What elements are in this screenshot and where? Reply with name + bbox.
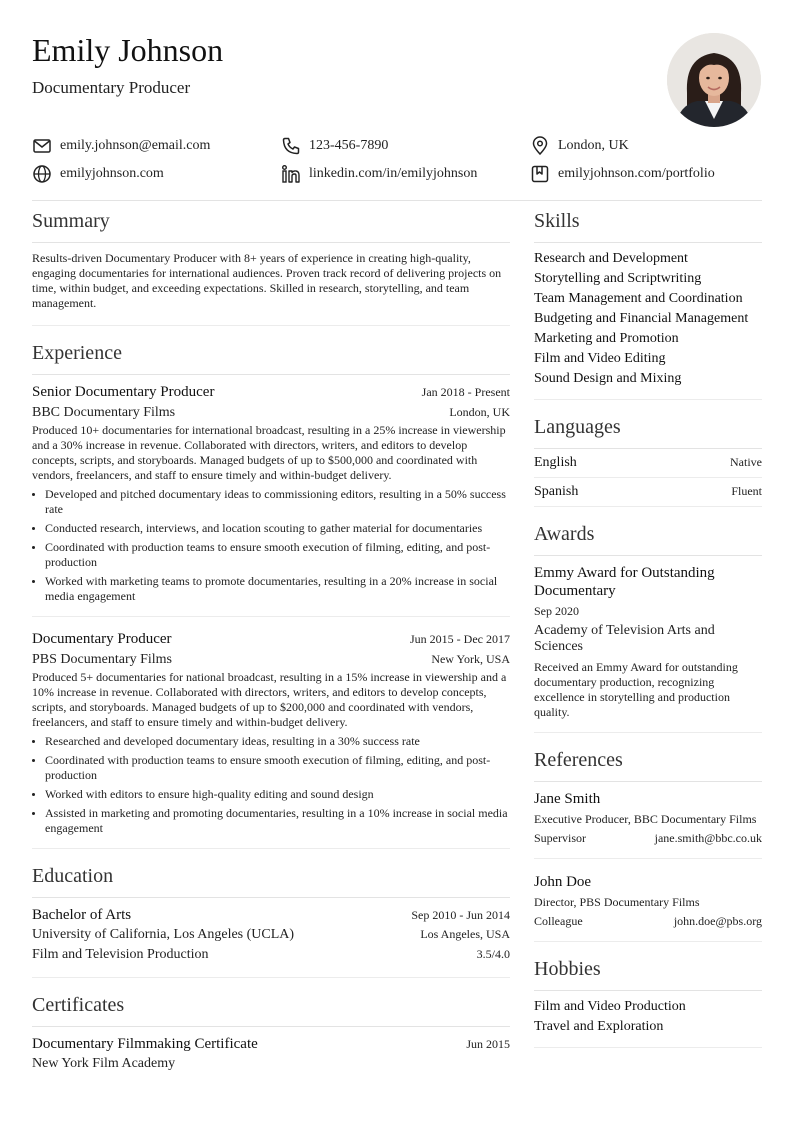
reference-position: Director, PBS Documentary Films — [534, 895, 700, 909]
contact-portfolio[interactable] — [530, 163, 715, 185]
language-item — [534, 478, 762, 507]
summary-heading: Summary — [32, 208, 510, 243]
portfolio-text: emilyjohnson.com/portfolio — [558, 166, 715, 181]
experience-section — [32, 340, 510, 849]
reference-relation: Supervisor — [534, 831, 586, 845]
job-dates: Jan 2018 - Present — [421, 385, 510, 399]
map-pin-icon — [530, 136, 550, 156]
job-bullets — [32, 734, 510, 836]
skill-item: Budgeting and Financial Management — [534, 311, 749, 326]
education-heading: Education — [32, 863, 510, 898]
job-bullet: • Conducted research, interviews, and location scouting to gather material for documentaries — [45, 521, 510, 536]
language-level: Fluent — [731, 484, 762, 498]
location-text: London, UK — [558, 138, 629, 153]
certificate-name: Documentary Filmmaking Certificate — [32, 1036, 258, 1052]
reference-item — [534, 859, 762, 942]
header-divider — [32, 200, 762, 201]
contact-linkedin[interactable] — [281, 163, 477, 185]
email-text: emily.johnson@email.com — [60, 138, 211, 153]
job-role: Senior Documentary Producer — [32, 384, 215, 400]
portfolio-icon — [530, 164, 550, 184]
job-bullet: • Worked with editors to ensure high-quality editing and sound design — [45, 787, 510, 802]
job-company: BBC Documentary Films — [32, 405, 176, 420]
languages-heading: Languages — [534, 414, 762, 449]
skills-heading: Skills — [534, 208, 762, 243]
contact-website[interactable] — [32, 163, 164, 185]
website-text: emilyjohnson.com — [60, 166, 164, 181]
certificate-date: Jun 2015 — [466, 1037, 510, 1051]
globe-icon — [32, 164, 52, 184]
reference-name: John Doe — [534, 874, 592, 890]
contact-phone[interactable] — [281, 135, 388, 157]
job-description: Produced 10+ documentaries for international broadcast, resulting in a 25% increase in viewership and a 30% increase in revenue. Collaborated with directors, writers, and editors to develop concepts, scripts, and storyboards. Managed budgets of up to $500,000 and coordinated with vendors, freelancers, and staff to ensure timely and within-budget delivery. — [32, 423, 506, 482]
skills-list — [534, 249, 762, 389]
job-bullet: • Coordinated with production teams to ensure smooth execution of filming, editing, and post-production — [45, 540, 510, 570]
job-location: New York, USA — [431, 652, 510, 666]
awards-section — [534, 521, 762, 733]
job-location: London, UK — [449, 405, 510, 419]
profile-photo — [667, 33, 761, 127]
degree: Bachelor of Arts — [32, 907, 132, 923]
languages-section — [534, 414, 762, 507]
language-name: English — [534, 455, 577, 470]
award-description: Received an Emmy Award for outstanding documentary production, recognizing excellence in storytelling and production quality. — [534, 660, 738, 719]
job-bullet: • Coordinated with production teams to ensure smooth execution of filming, editing, and post-production — [45, 753, 510, 783]
job-description: Produced 5+ documentaries for national broadcast, resulting in a 15% increase in viewership and a 10% increase in revenue. Collaborated with directors, writers, and editors to develop concepts, scripts, and storyboards. Managed budgets of up to $200,000 and coordinated with vendors, freelancers, and staff to ensure timely and within-budget delivery. — [32, 670, 507, 729]
award-date: Sep 2020 — [534, 604, 579, 618]
linkedin-icon — [281, 164, 301, 184]
linkedin-text: linkedin.com/in/emilyjohnson — [309, 166, 478, 181]
contact-email[interactable] — [32, 135, 210, 157]
skill-item: Research and Development — [534, 251, 688, 266]
summary-text: Results-driven Documentary Producer with 8+ years of experience in creating high-quality, engaging documentaries for international audiences. Proven track record of delivering projects on time, within budget, and exceeding expectations. Skilled in research, storytelling, and team management. — [32, 251, 502, 310]
job-bullet: • Worked with marketing teams to promote documentaries, resulting in a 20% increase in social media engagement — [45, 574, 510, 604]
education-section — [32, 863, 510, 978]
candidate-title: Documentary Producer — [32, 78, 191, 97]
award-issuer: Academy of Television Arts and Sciences — [534, 623, 715, 654]
skill-item: Team Management and Coordination — [534, 291, 743, 306]
job-bullet: • Assisted in marketing and promoting documentaries, resulting in a 10% increase in social media engagement — [45, 806, 510, 836]
summary-section — [32, 208, 510, 326]
hobbies-heading: Hobbies — [534, 956, 762, 991]
job-role: Documentary Producer — [32, 631, 172, 647]
reference-name: Jane Smith — [534, 791, 601, 807]
reference-item — [534, 782, 762, 859]
certificates-section — [32, 992, 510, 1074]
job-bullets — [32, 487, 510, 604]
reference-email[interactable]: john.doe@pbs.org — [673, 914, 762, 928]
skill-item: Storytelling and Scriptwriting — [534, 271, 702, 286]
skill-item: Sound Design and Mixing — [534, 371, 682, 386]
reference-email[interactable]: jane.smith@bbc.co.uk — [654, 831, 762, 845]
education-location: Los Angeles, USA — [420, 927, 510, 941]
language-level: Native — [730, 455, 762, 469]
gpa: 3.5/4.0 — [476, 947, 510, 961]
skill-item: Marketing and Promotion — [534, 331, 679, 346]
job-company: PBS Documentary Films — [32, 652, 173, 667]
hobby-item: Travel and Exploration — [534, 1019, 664, 1034]
certificate-issuer: New York Film Academy — [32, 1056, 176, 1071]
award-title: Emmy Award for Outstanding Documentary — [534, 565, 715, 599]
job-entry — [32, 617, 510, 849]
job-bullet: • Researched and developed documentary ideas, resulting in a 30% success rate — [45, 734, 510, 749]
job-bullet: • Developed and pitched documentary ideas to commissioning editors, resulting in a 50% success rate — [45, 487, 510, 517]
contact-location — [530, 135, 629, 157]
awards-heading: Awards — [534, 521, 762, 556]
references-heading: References — [534, 747, 762, 782]
main-column — [32, 208, 510, 1074]
school: University of California, Los Angeles (UCLA) — [32, 927, 295, 942]
phone-text: 123-456-7890 — [309, 138, 389, 153]
job-dates: Jun 2015 - Dec 2017 — [410, 632, 510, 646]
skill-item: Film and Video Editing — [534, 351, 666, 366]
certificates-heading: Certificates — [32, 992, 510, 1027]
hobby-item: Film and Video Production — [534, 999, 686, 1014]
education-dates: Sep 2010 - Jun 2014 — [411, 908, 510, 922]
field-of-study: Film and Television Production — [32, 947, 209, 962]
language-name: Spanish — [534, 484, 579, 499]
language-item — [534, 449, 762, 478]
sidebar-column — [534, 208, 762, 1048]
hobbies-list — [534, 997, 762, 1037]
candidate-name: Emily Johnson — [32, 32, 224, 68]
phone-icon — [281, 136, 301, 156]
hobbies-section — [534, 956, 762, 1048]
experience-heading: Experience — [32, 340, 510, 375]
envelope-icon — [32, 136, 52, 156]
skills-section — [534, 208, 762, 400]
job-entry — [32, 375, 510, 617]
references-section — [534, 747, 762, 942]
reference-position: Executive Producer, BBC Documentary Films — [534, 812, 757, 826]
reference-relation: Colleague — [534, 914, 583, 928]
